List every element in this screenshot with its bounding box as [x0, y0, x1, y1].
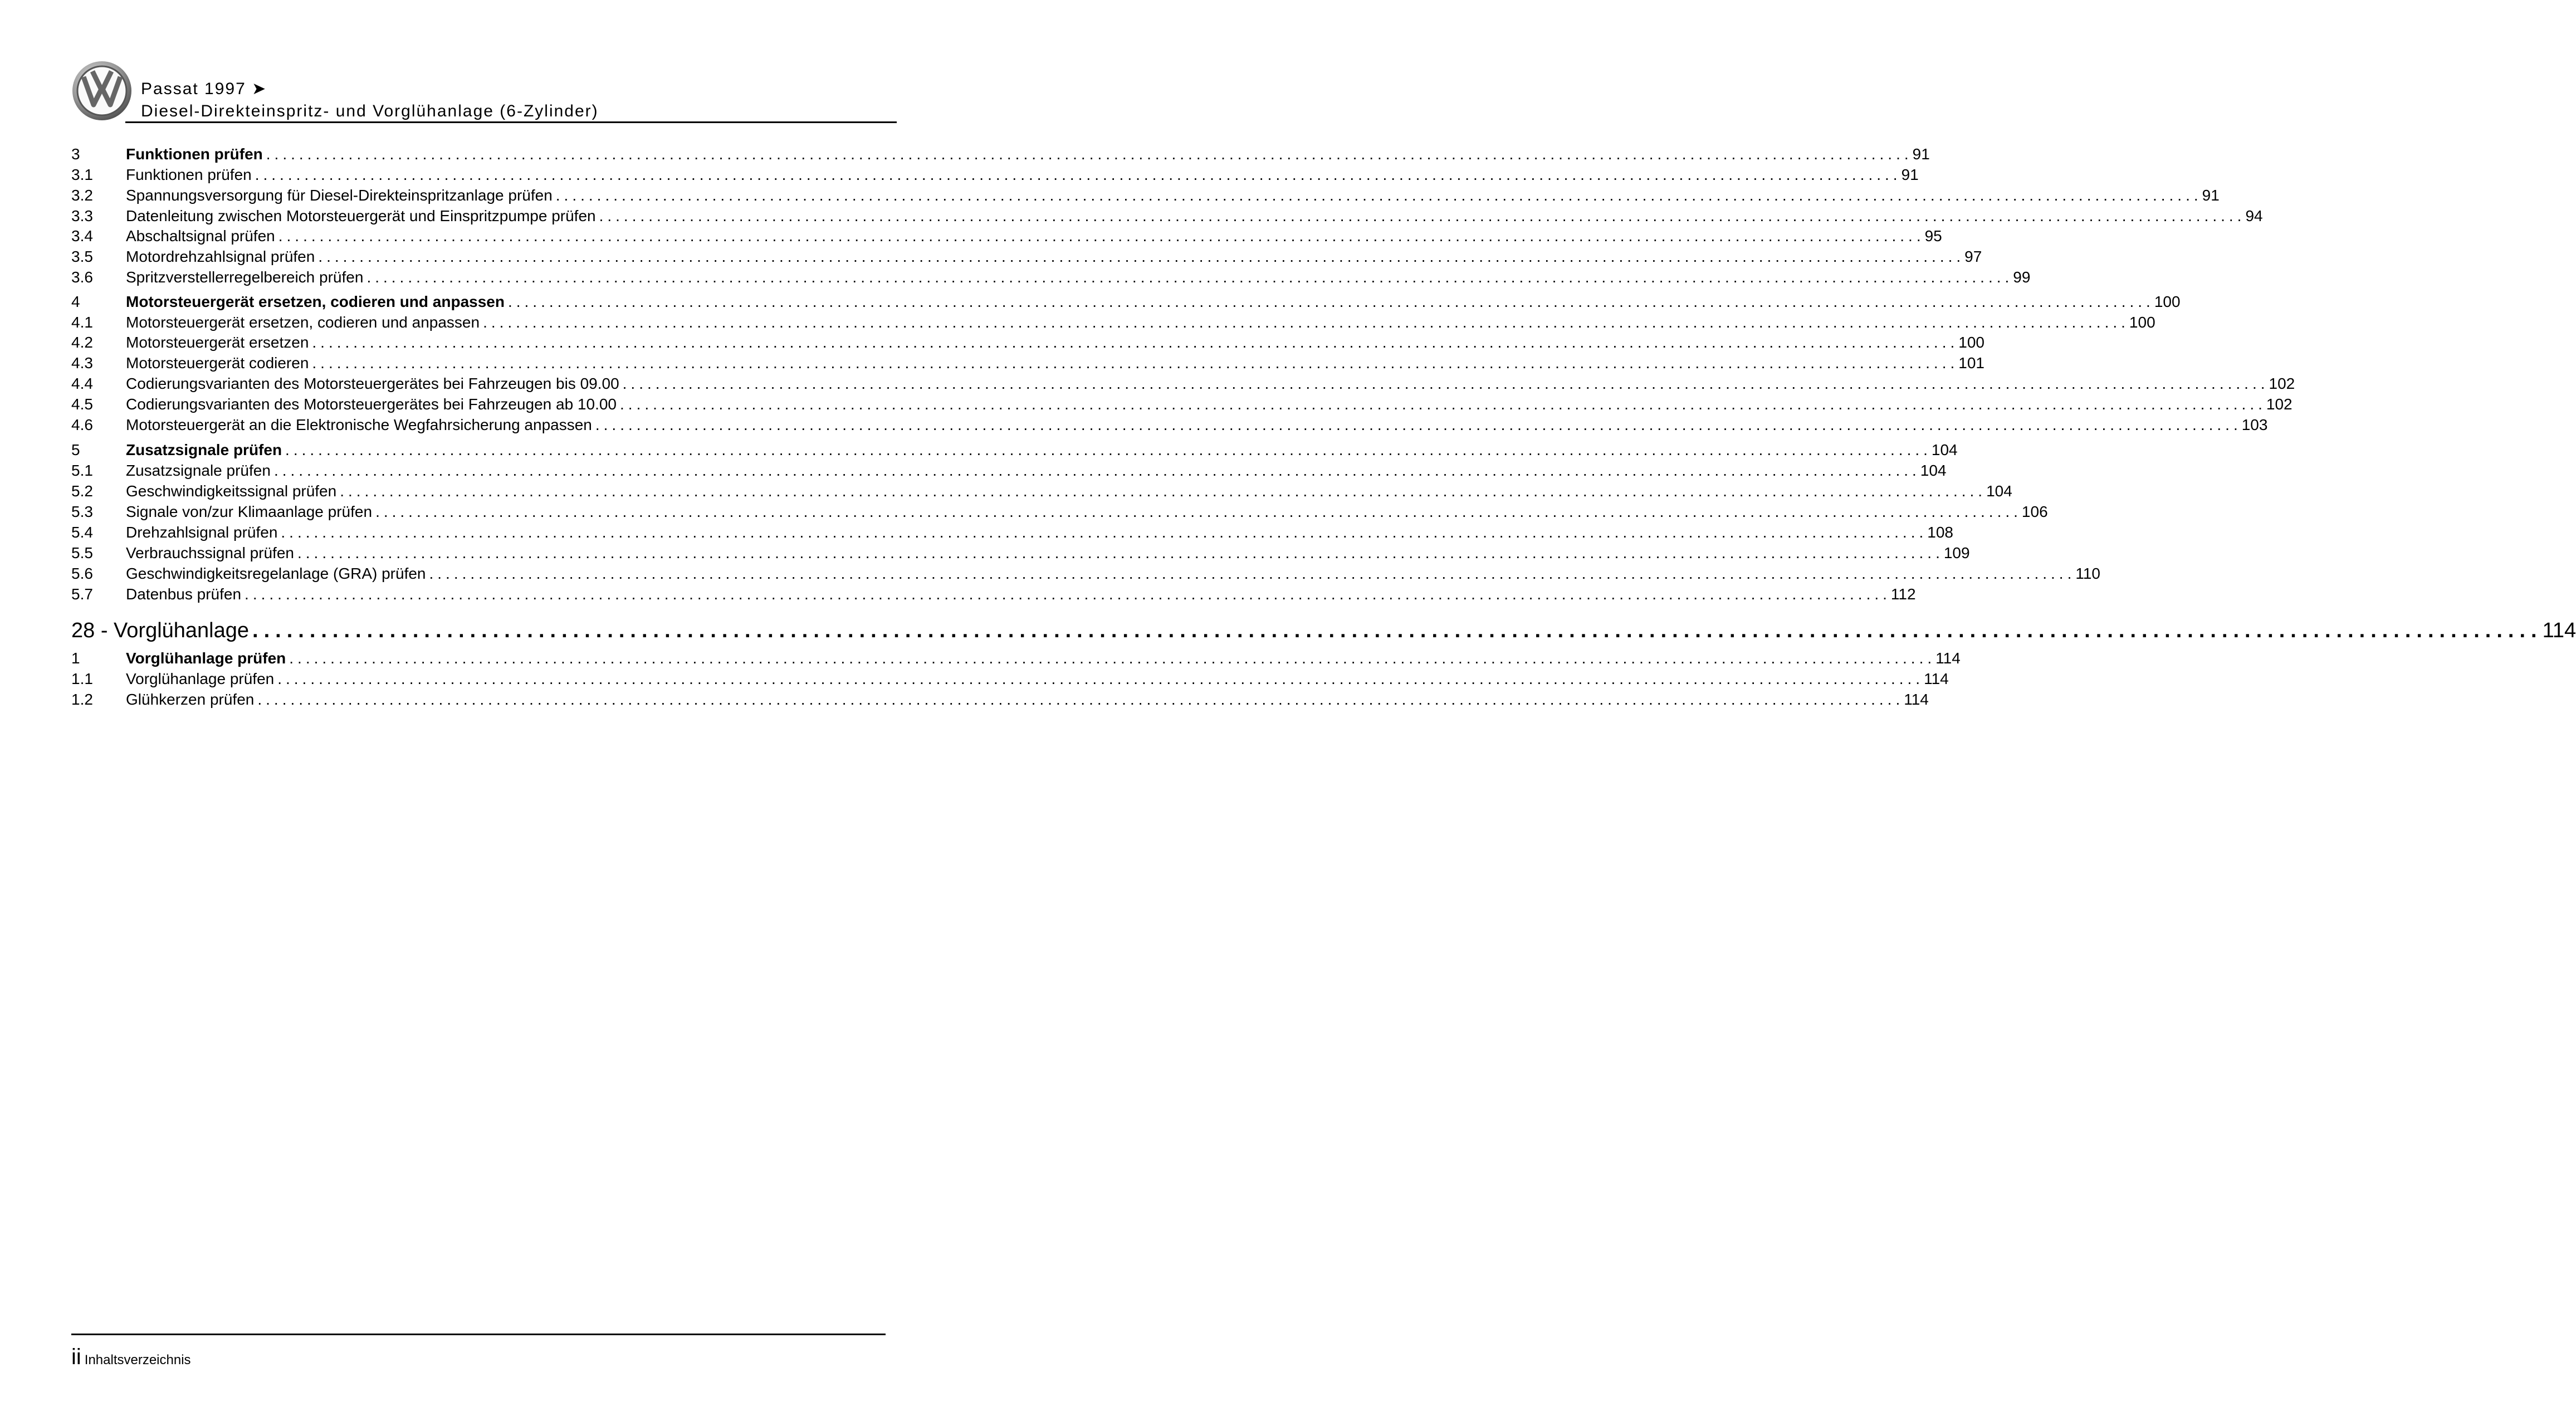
toc-entry[interactable]	[71, 394, 2293, 414]
toc-entry[interactable]	[71, 543, 1970, 563]
toc-leader-dots: ........................................................................................................................................................................................................	[429, 565, 2076, 582]
toc-entry-label: Vorglühanlage prüfen	[126, 649, 286, 667]
toc-entry-number: 4.5	[71, 395, 93, 413]
toc-leader-dots: ........................................................................................................................................................................................................	[245, 585, 1891, 603]
toc-entry-page: 91	[1901, 166, 1919, 183]
toc-entry-page: 112	[1890, 585, 1916, 603]
toc-entry-label: Datenleitung zwischen Motorsteuergerät und Einspritzpumpe prüfen	[126, 207, 596, 224]
toc-entry-number: 5.2	[71, 482, 93, 500]
toc-entry-number: 3.6	[71, 268, 93, 286]
page-header	[71, 57, 897, 123]
toc-entry-number: 5.6	[71, 565, 93, 582]
toc-entry-number: 4	[71, 293, 80, 310]
toc-entry-number: 5.7	[71, 585, 93, 603]
toc-leader-dots: ........................................................................................................................................................................................................	[483, 314, 2129, 331]
toc-entry[interactable]	[71, 312, 2155, 333]
toc-leader-dots: ........................................................................................................................................................................................................	[312, 334, 1959, 351]
toc-leader-dots: ........................................................................................................................................................................................................	[273, 462, 1920, 479]
toc-entry[interactable]	[71, 584, 1916, 604]
toc-leader-dots: ........................................................................................................................................................................................................	[289, 649, 1936, 667]
toc-entry-number: 1	[71, 649, 80, 667]
toc-leader-dots: ........................................................................................................................................................................................................	[318, 248, 1965, 265]
toc-entry[interactable]	[71, 185, 2220, 206]
footer-rule	[71, 1334, 886, 1335]
toc-entry-label: Codierungsvarianten des Motorsteuergerätes bei Fahrzeugen ab 10.00	[126, 395, 617, 413]
toc-entry-label: Vorglühanlage prüfen	[126, 670, 275, 687]
toc-entry-page: 102	[2269, 375, 2295, 392]
toc-entry-number: 3	[71, 145, 80, 163]
toc-entry[interactable]	[71, 617, 2576, 644]
toc-entry-number: 4.2	[71, 334, 93, 351]
toc-entry[interactable]	[71, 648, 1961, 668]
toc-entry[interactable]	[71, 502, 2048, 522]
toc-entry-page: 99	[2013, 268, 2031, 286]
toc-entry[interactable]	[71, 247, 1982, 267]
toc-entry-label: Geschwindigkeitsregelanlage (GRA) prüfen	[126, 565, 426, 582]
toc-entry-number: 5	[71, 441, 80, 458]
toc-entry[interactable]	[71, 522, 1953, 543]
toc-entry[interactable]	[71, 226, 1942, 246]
toc-entry-page: 109	[1943, 544, 1970, 561]
toc-entry-page: 91	[1912, 145, 1930, 163]
toc-entry[interactable]	[71, 206, 2263, 226]
toc-entry-page: 114	[1924, 670, 1949, 687]
toc-entry-label: Glühkerzen prüfen	[126, 691, 255, 708]
toc-entry-page: 114	[2542, 619, 2576, 642]
toc-entry-label: Drehzahlsignal prüfen	[126, 524, 278, 541]
toc-entry-label: Spritzverstellerregelbereich prüfen	[126, 268, 364, 286]
toc-entry[interactable]	[71, 374, 2295, 394]
toc-entry[interactable]	[71, 292, 2181, 312]
toc-leader-dots: ........................................................................................................................................................................................................	[312, 354, 1959, 372]
toc-entry[interactable]	[71, 440, 1958, 460]
toc-entry-label: Signale von/zur Klimaanlage prüfen	[126, 503, 373, 520]
toc-entry-page: 94	[2245, 207, 2263, 224]
toc-leader-dots: ........................................................................................................................................................................................................	[599, 207, 2246, 224]
toc-leader-dots: ........................................................................................................................................................................................................	[281, 524, 1928, 541]
toc-entry-page: 91	[2202, 187, 2220, 204]
toc-entry-page: 100	[2154, 293, 2181, 310]
footer-page-number: ii	[71, 1345, 81, 1369]
toc-entry-label: Codierungsvarianten des Motorsteuergerätes bei Fahrzeugen bis 09.00	[126, 375, 619, 392]
toc-entry-page: 95	[1924, 227, 1942, 245]
toc-entry[interactable]	[71, 690, 1929, 710]
toc-leader-dots: ........................................................................................................................................................................................................	[340, 482, 1987, 500]
toc-entry[interactable]	[71, 144, 1930, 164]
toc-leader-dots: ........................................................................................................................................................................................................	[285, 441, 1932, 458]
toc-entry-number: 5.3	[71, 503, 93, 520]
toc-entry-number: 4.1	[71, 314, 93, 331]
toc-entry-label: Abschaltsignal prüfen	[126, 227, 275, 245]
toc-leader-dots: ........................................................................................................................................................................................................	[366, 268, 2013, 286]
toc-entry-number: 3.4	[71, 227, 93, 245]
toc-entry[interactable]	[71, 415, 2268, 435]
toc-entry-label: Motordrehzahlsignal prüfen	[126, 248, 315, 265]
toc-entry[interactable]	[71, 669, 1949, 689]
toc-entry-page: 114	[1935, 649, 1961, 667]
toc-entry-page: 100	[2129, 314, 2155, 331]
toc-entry-number: 3.2	[71, 187, 93, 204]
toc-entry-number: 3.5	[71, 248, 93, 265]
manual-subtitle: Diesel-Direkteinspritz- und Vorglühanlage (6-Zylinder)	[141, 102, 599, 120]
manual-title: Passat 1997 ➤	[141, 80, 267, 98]
toc-entry[interactable]	[71, 461, 1947, 481]
toc-entry-label: Motorsteuergerät an die Elektronische Wegfahrsicherung anpassen	[126, 416, 592, 433]
toc-entry-label: Funktionen prüfen	[126, 166, 252, 183]
toc-entry[interactable]	[71, 267, 2031, 287]
toc-entry-label: Motorsteuergerät ersetzen, codieren und anpassen	[126, 293, 505, 310]
toc-entry-page: 103	[2241, 416, 2268, 433]
toc-leader-dots: ........................................................................................................................................................................................................	[277, 670, 1924, 687]
toc-leader-dots: ........................................................................................................................................................................................................	[297, 544, 1944, 561]
toc-entry-number: 4.3	[71, 354, 93, 372]
toc-entry-label: Funktionen prüfen	[126, 145, 263, 163]
toc-entry-label: Geschwindigkeitssignal prüfen	[126, 482, 337, 500]
toc-entry-page: 104	[1986, 482, 2012, 500]
toc-entry-number: 5.5	[71, 544, 93, 561]
toc-entry-page: 100	[1958, 334, 1984, 351]
toc-leader-dots: ........................................................................................................................................................................................................	[375, 503, 2022, 520]
toc-leader-dots: ........................................................................................................................................................................................................	[620, 395, 2266, 413]
toc-leader-dots: ........................................................................................................................................................................................................	[595, 416, 2242, 433]
toc-entry-number: 5.1	[71, 462, 93, 479]
toc-entry-number: 1.1	[71, 670, 93, 687]
header-rule	[125, 121, 897, 123]
vw-logo-icon	[71, 60, 133, 121]
toc-leader-dots: ........................................................................................................................................................................................................	[266, 145, 1913, 163]
footer-label: Inhaltsverzeichnis	[84, 1352, 191, 1368]
toc-entry-number: 5.4	[71, 524, 93, 541]
toc-leader-dots: ........................................................................................................................................................................................................	[507, 293, 2154, 310]
toc-entry-page: 104	[1931, 441, 1958, 458]
toc-leader-dots: ........................................................................................................................................................................................................	[278, 227, 1925, 245]
toc-entry-label: Spannungsversorgung für Diesel-Direkteinspritzanlage prüfen	[126, 187, 553, 204]
toc-entry-number: 4.4	[71, 375, 93, 392]
toc-entry-page: 101	[1958, 354, 1984, 372]
toc-leader-dots: ........................................................................................................................................................................................................	[622, 375, 2269, 392]
page-footer	[71, 1345, 191, 1370]
toc-entry-label: Verbrauchssignal prüfen	[126, 544, 294, 561]
toc-entry-label: Zusatzsignale prüfen	[126, 441, 282, 458]
toc-entry-label: 28 - Vorglühanlage	[71, 619, 250, 642]
toc-entry-page: 114	[1904, 691, 1929, 708]
toc-entry-page: 108	[1927, 524, 1953, 541]
toc-entry-label: Zusatzsignale prüfen	[126, 462, 271, 479]
toc-entry-label: Motorsteuergerät ersetzen	[126, 334, 309, 351]
toc-entry[interactable]	[71, 165, 1919, 185]
toc-entry-page: 110	[2075, 565, 2100, 582]
toc-entry-label: Motorsteuergerät codieren	[126, 354, 309, 372]
toc-entry-page: 104	[1920, 462, 1947, 479]
toc-entry-number: 1.2	[71, 691, 93, 708]
toc-entry[interactable]	[71, 564, 2100, 584]
toc-entry-page: 97	[1964, 248, 1982, 265]
toc-entry-number: 3.3	[71, 207, 93, 224]
toc-entry-label: Motorsteuergerät ersetzen, codieren und anpassen	[126, 314, 480, 331]
toc-entry[interactable]	[71, 353, 1984, 373]
toc-entry-page: 102	[2266, 395, 2293, 413]
toc-leader-dots: ........................................................................................................................................................................................................	[252, 619, 2543, 642]
toc-entry-label: Datenbus prüfen	[126, 585, 242, 603]
toc-entry-page: 106	[2021, 503, 2048, 520]
toc-entry-number: 4.6	[71, 416, 93, 433]
toc-leader-dots: ........................................................................................................................................................................................................	[257, 691, 1904, 708]
toc-leader-dots: ........................................................................................................................................................................................................	[555, 187, 2202, 204]
toc-leader-dots: ........................................................................................................................................................................................................	[255, 166, 1902, 183]
toc-entry-number: 3.1	[71, 166, 93, 183]
toc-entry[interactable]	[71, 333, 1984, 353]
toc-entry[interactable]	[71, 481, 2012, 501]
